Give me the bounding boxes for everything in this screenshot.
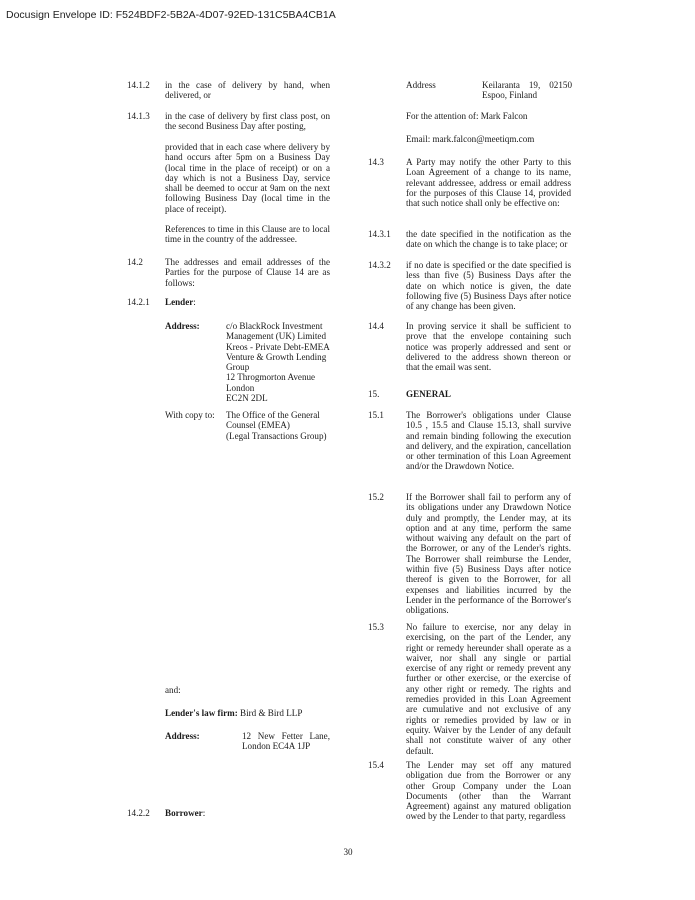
borrower-label: Borrower (165, 808, 203, 818)
clause-number: 14.3.2 (368, 260, 391, 270)
clause-14-3-2-text: if no date is specified or the date specified is less than five (5) Business Days after the date on which notice is given, the date following five (5) Business Days after notice of any change has been given. (406, 260, 571, 312)
borrower-heading (165, 808, 205, 818)
address-line: Group (226, 362, 250, 373)
lender-heading (165, 297, 196, 307)
lender-label: Lender (165, 297, 194, 307)
time-references-paragraph: References to time in this Clause are to local time in the country of the addressee. (165, 224, 330, 245)
copy-to-block (226, 410, 336, 441)
page-number: 30 (343, 847, 353, 857)
lender-law-firm (165, 708, 302, 718)
address-line: 12 Throgmorton Avenue (226, 372, 316, 383)
borrower-address-block (482, 80, 572, 101)
clause-number: 14.1.2 (127, 80, 150, 90)
borrower-address-line: Keilaranta 19, 02150 (482, 80, 572, 90)
clause-15-2-text: If the Borrower shall fail to perform any of its obligations under any Drawdown Notice duly and promptly, the Lender may, at its option and at any time, perform the same without waiving any default on the part of the Borrower, or any of the Lender's rights. The Borrower shall reimburse the Lender, within five (5) Business Days after notice thereof is given to the Borrower, for all expenses and liabilities incurred by the Lender in the performance of the Borrower's obligations. (406, 492, 571, 616)
clause-14-1-2-text: in the case of delivery by hand, when delivered, or (165, 80, 330, 101)
lender-address-label: Address: (165, 321, 200, 331)
clause-14-1-3-text: in the case of delivery by first class post, on the second Business Day after posting, (165, 111, 330, 132)
address-line: Venture & Growth Lending (226, 351, 327, 362)
clause-number: 15.3 (368, 622, 384, 632)
clause-number: 15.1 (368, 410, 384, 420)
clause-number: 15.2 (368, 492, 384, 502)
copy-to-line: The Office of the General (226, 410, 320, 420)
address-line: Management (UK) Limited (226, 331, 327, 342)
law-firm-label: Lender's law firm: (165, 708, 238, 718)
address-line: Kreos - Private Debt-EMEA (226, 341, 330, 352)
section-15-title: GENERAL (406, 389, 451, 399)
and-text: and: (165, 685, 181, 695)
clause-15-4-text: The Lender may set off any matured obligation due from the Borrower or any other Group Company under the Loan Documents (other than the Warrant Agreement) against any matured obligation owed by the Lender to that party, regardless (406, 760, 571, 822)
clause-number: 14.4 (368, 321, 384, 331)
address-line: London (226, 382, 255, 393)
copy-to-line: Counsel (EMEA) (226, 420, 290, 431)
borrower-address-line: Espoo, Finland (482, 90, 538, 101)
copy-to-label: With copy to: (165, 410, 215, 420)
law-firm-value: Bird & Bird LLP (237, 708, 303, 718)
attention-line: For the attention of: Mark Falcon (406, 111, 528, 121)
clause-14-4-text: In proving service it shall be sufficient to prove that the envelope containing such notice was properly addressed and sent or delivered to the address shown thereon or that the email was sent. (406, 321, 571, 373)
address-line: EC2N 2DL (226, 393, 268, 404)
borrower-email: Email: mark.falcon@meetiqm.com (406, 134, 535, 144)
clause-15-1-text: The Borrower's obligations under Clause 10.5 , 15.5 and Clause 15.13, shall survive and remain binding following the execution and delivery, and the expiration, cancellation or other termination of this Loan Agreement and/or the Drawdown Notice. (406, 410, 571, 472)
clause-14-3-text: A Party may notify the other Party to this Loan Agreement of a change to its name, relevant addressee, address or email address for the purposes of this Clause 14, provided that such notice shall only be effective on: (406, 157, 571, 209)
clause-number: 14.3.1 (368, 229, 391, 239)
law-firm-address-line: London EC4A 1JP (242, 741, 311, 752)
copy-to-line: (Legal Transactions Group) (226, 430, 327, 441)
clause-number: 15. (368, 389, 380, 399)
borrower-address-label: Address (406, 80, 436, 90)
borrower-colon: : (202, 808, 206, 818)
proviso-paragraph: provided that in each case where delivery by hand occurs after 5pm on a Business Day (local time in the place of receipt) or on a day which is not a Business Day, service shall be deemed to occur at 9am on the next following Business Day (local time in the place of receipt). (165, 142, 330, 214)
clause-number: 14.2.1 (127, 297, 150, 307)
docusign-envelope-id: Docusign Envelope ID: F524BDF2-5B2A-4D07-92ED-131C5BA4CB1A (6, 9, 336, 21)
clause-15-3-text: No failure to exercise, nor any delay in exercising, on the part of the Lender, any right or remedy hereunder shall operate as a waiver, nor shall any single or partial exercise of any right or remedy prevent any further or other exercise, or the exercise of any other right or remedy. The rights and remedies provided in this Loan Agreement are cumulative and not exclusive of any rights or remedies provided by law or in equity. Waiver by the Lender of any default shall not constitute waiver of any other default. (406, 622, 571, 756)
clause-number: 14.2.2 (127, 808, 150, 818)
law-firm-address-block (242, 731, 330, 752)
clause-number: 14.2 (127, 257, 143, 267)
address-line: c/o BlackRock Investment (226, 321, 323, 331)
clause-number: 14.3 (368, 157, 384, 167)
clause-14-2-text: The addresses and email addresses of the Parties for the purpose of Clause 14 are as follows: (165, 257, 330, 288)
lender-address-block (226, 321, 336, 403)
clause-14-3-1-text: the date specified in the notification as the date on which the change is to take place; or (406, 229, 571, 250)
law-firm-address-label: Address: (165, 731, 200, 741)
lender-colon: : (193, 297, 196, 307)
clause-number: 14.1.3 (127, 111, 150, 121)
law-firm-address-line: 12 New Fetter Lane, (242, 731, 330, 741)
clause-number: 15.4 (368, 760, 384, 770)
